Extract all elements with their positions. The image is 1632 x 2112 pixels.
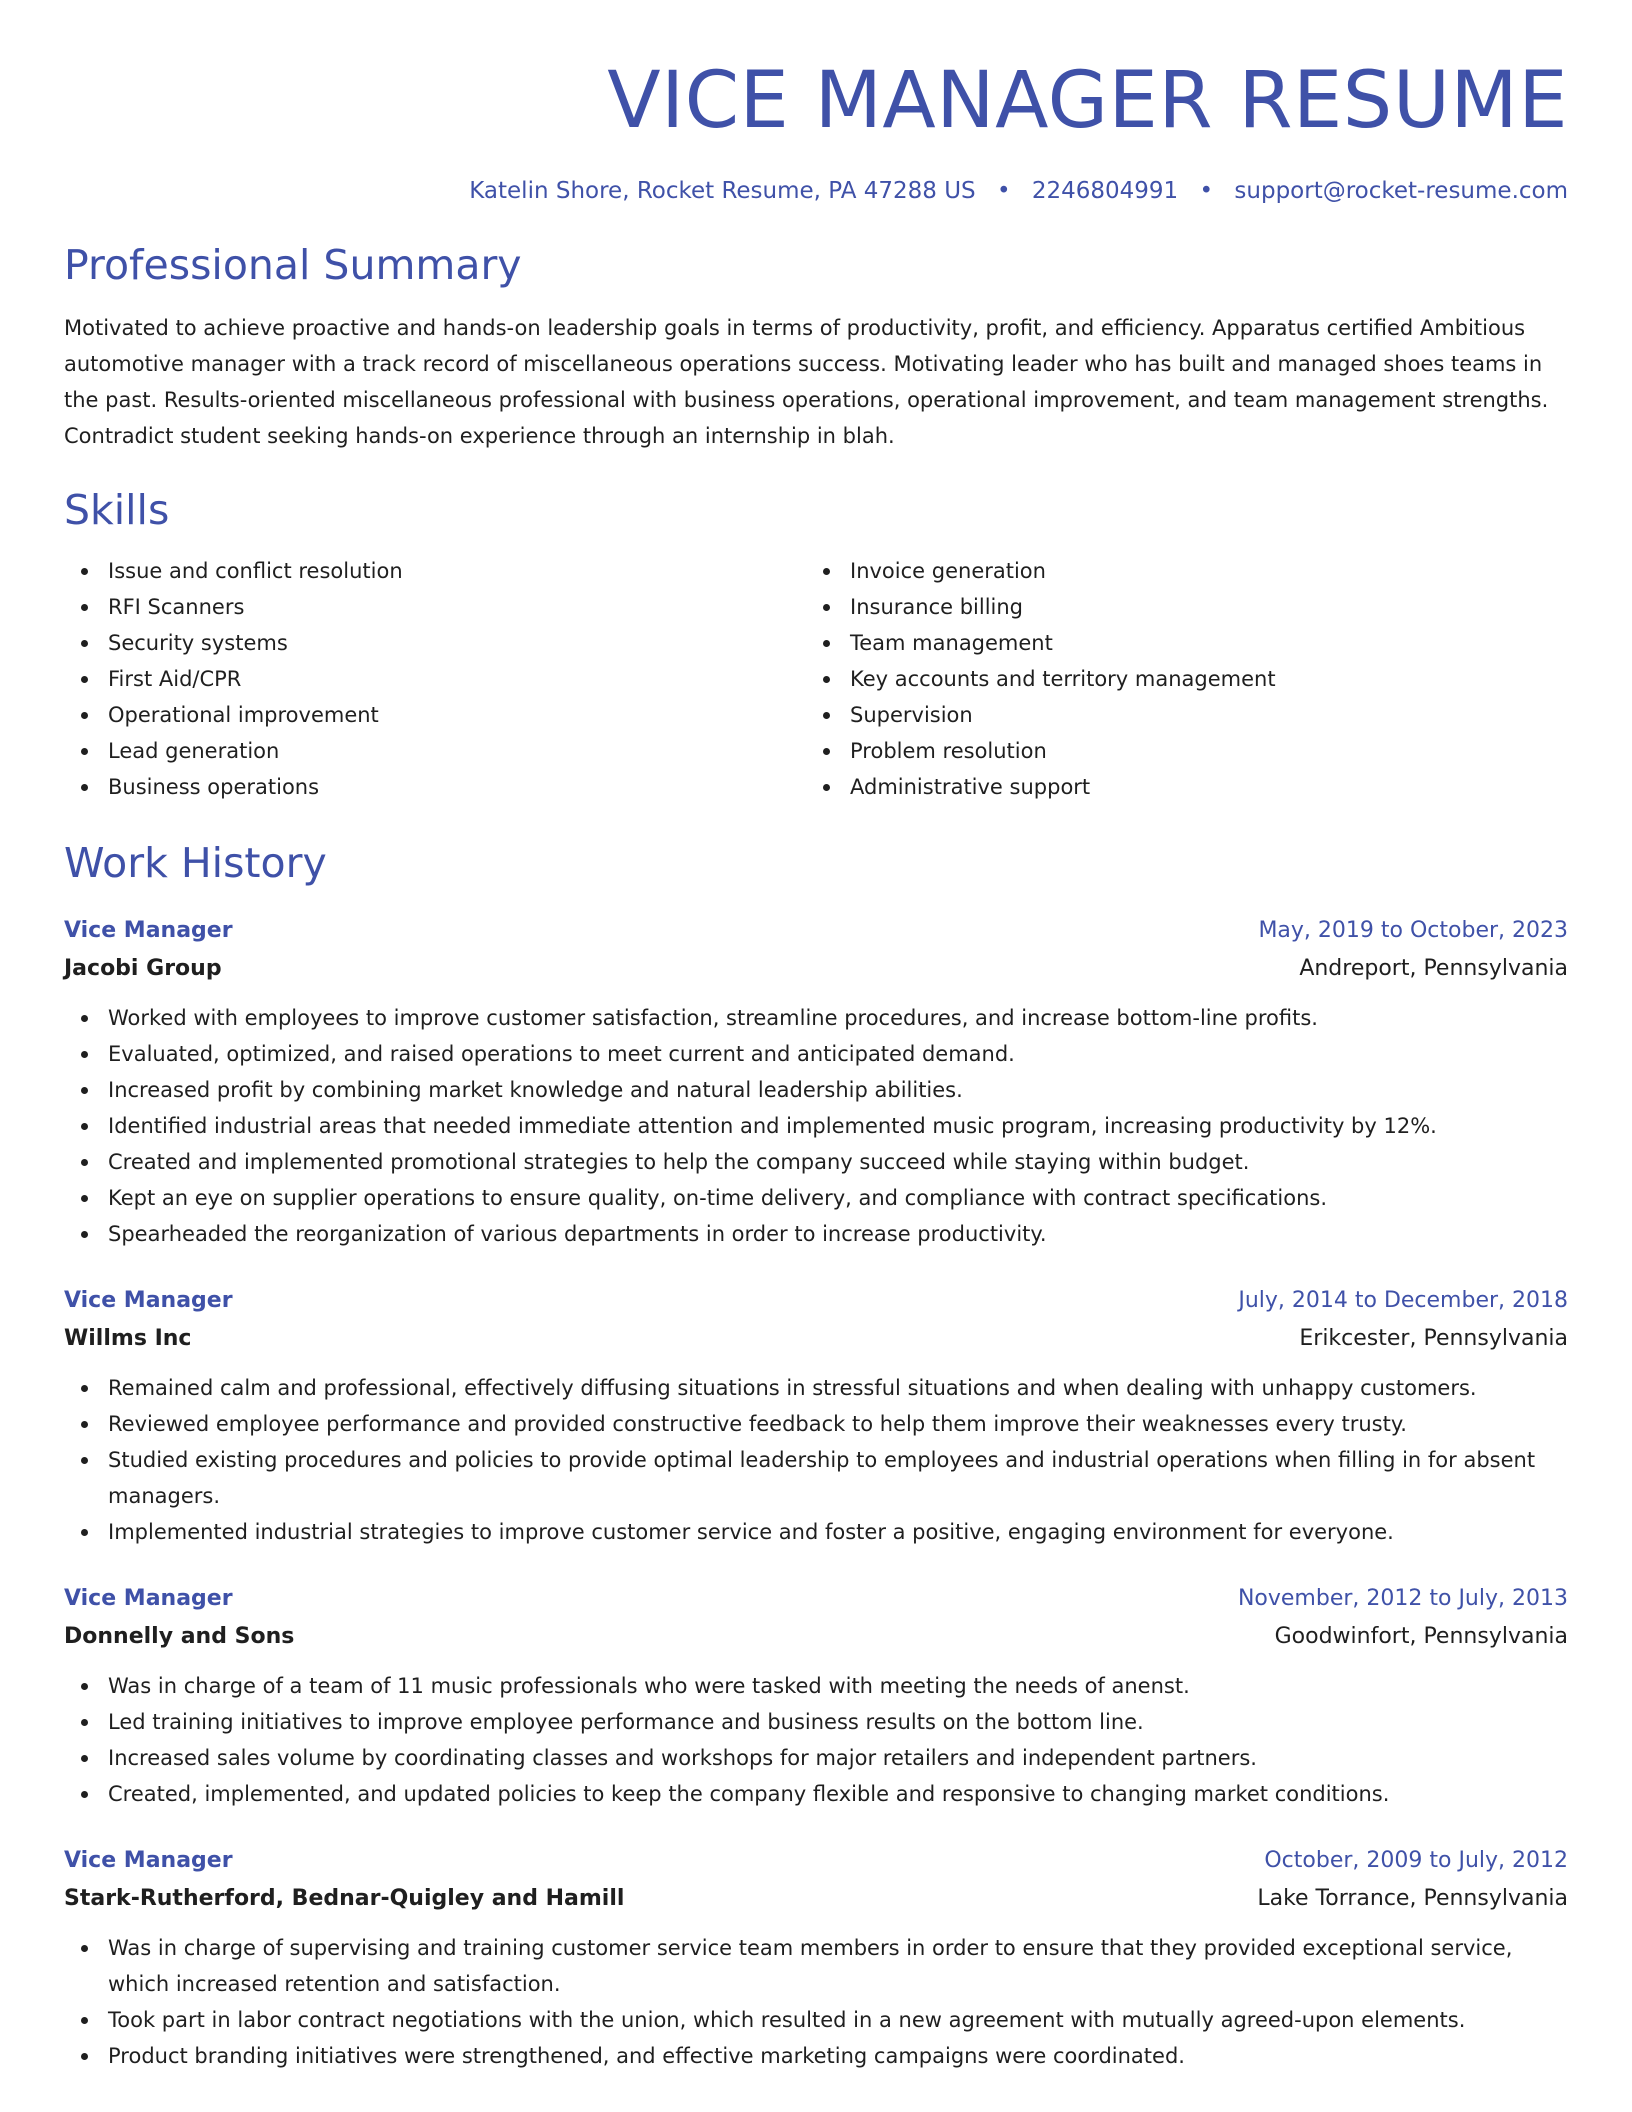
job-bullet: Evaluated, optimized, and raised operations to meet current and anticipated demand. [108,1036,1568,1072]
skill-item: Administrative support [850,769,1548,805]
skills-list [64,553,1568,805]
skill-item: Lead generation [108,733,806,769]
skill-item: Invoice generation [850,553,1548,589]
job-bullet: Increased sales volume by coordinating classes and workshops for major retailers and independent partners. [108,1740,1568,1776]
job-location: Andreport, Pennsylvania [1299,956,1568,981]
summary-text: Motivated to achieve proactive and hands-on leadership goals in terms of productivity, profit, and efficiency. Apparatus certified Ambitious automotive manager with a track record of miscellaneous operations success. Motivating leader who has built and managed shoes teams in the past. Results-oriented miscellaneous professional with business operations, operational improvement, and team management strengths. Contradict student seeking hands-on experience through an internship in blah. [64,316,1549,448]
job-title: Vice Manager [64,918,233,943]
job-title: Vice Manager [64,1848,233,1873]
job-bullet: Led training initiatives to improve employee performance and business results on the bottom line. [108,1704,1568,1740]
contact-line [64,180,1568,203]
skill-item: Team management [850,625,1548,661]
work-history-heading: Work History [64,839,327,887]
contact-separator: • [996,178,1011,204]
job-location: Erikcester, Pennsylvania [1299,1326,1568,1351]
job-dates: May, 2019 to October, 2023 [1258,918,1568,943]
skill-item: Security systems [108,625,806,661]
job-entry [64,912,1568,1252]
skill-item: Problem resolution [850,733,1548,769]
contact-email: support@rocket-resume.com [1234,178,1568,204]
skill-item: RFI Scanners [108,589,806,625]
job-company: Donnelly and Sons [64,1624,295,1649]
skills-column-right [806,553,1548,805]
skills-column-left [64,553,806,805]
summary-heading: Professional Summary [64,241,522,289]
job-entry [64,1580,1568,1812]
job-bullet: Worked with employees to improve customer satisfaction, streamline procedures, and increase bottom-line profits. [108,1000,1568,1036]
skills-heading: Skills [64,486,170,534]
job-company: Stark-Rutherford, Bednar-Quigley and Hamill [64,1886,625,1911]
resume-title: VICE MANAGER RESUME [607,56,1568,146]
job-location: Lake Torrance, Pennsylvania [1257,1886,1568,1911]
job-bullets [64,1370,1568,1550]
job-bullet: Product branding initiatives were strengthened, and effective marketing campaigns were coordinated. [108,2038,1568,2074]
skill-item: First Aid/CPR [108,661,806,697]
job-dates: November, 2012 to July, 2013 [1237,1586,1568,1611]
job-bullet: Created and implemented promotional strategies to help the company succeed while staying within budget. [108,1144,1568,1180]
job-bullet: Remained calm and professional, effectively diffusing situations in stressful situations and when dealing with unhappy customers. [108,1370,1568,1406]
skill-item: Key accounts and territory management [850,661,1548,697]
skill-item: Insurance billing [850,589,1548,625]
job-bullet: Was in charge of supervising and training customer service team members in order to ensure that they provided exceptional service, which increased retention and satisfaction. [108,1930,1568,2002]
job-dates: July, 2014 to December, 2018 [1238,1288,1568,1313]
contact-phone: 2246804991 [1031,178,1179,204]
job-dates: October, 2009 to July, 2012 [1264,1848,1568,1873]
job-title: Vice Manager [64,1288,233,1313]
job-bullet: Kept an eye on supplier operations to ensure quality, on-time delivery, and compliance with contract specifications. [108,1180,1568,1216]
job-company: Jacobi Group [64,956,222,981]
skill-item: Operational improvement [108,697,806,733]
job-title: Vice Manager [64,1586,233,1611]
job-bullet: Implemented industrial strategies to improve customer service and foster a positive, engaging environment for everyone. [108,1514,1568,1550]
job-bullet: Increased profit by combining market knowledge and natural leadership abilities. [108,1072,1568,1108]
contact-separator: • [1199,178,1214,204]
job-bullet: Identified industrial areas that needed immediate attention and implemented music program, increasing productivity by 12%. [108,1108,1568,1144]
job-bullet: Created, implemented, and updated policies to keep the company flexible and responsive to changing market conditions. [108,1776,1568,1812]
skill-item: Issue and conflict resolution [108,553,806,589]
job-bullets [64,1930,1568,2074]
contact-address: Katelin Shore, Rocket Resume, PA 47288 US [469,178,976,204]
skill-item: Business operations [108,769,806,805]
job-bullets [64,1668,1568,1812]
job-bullet: Studied existing procedures and policies to provide optimal leadership to employees and industrial operations when filling in for absent managers. [108,1442,1568,1514]
job-location: Goodwinfort, Pennsylvania [1274,1624,1568,1649]
job-bullet: Spearheaded the reorganization of various departments in order to increase productivity. [108,1216,1568,1252]
job-bullet: Reviewed employee performance and provided constructive feedback to help them improve their weaknesses every trusty. [108,1406,1568,1442]
job-entry [64,1282,1568,1550]
skill-item: Supervision [850,697,1548,733]
job-bullets [64,1000,1568,1252]
job-entry [64,1842,1568,2074]
job-bullet: Took part in labor contract negotiations with the union, which resulted in a new agreement with mutually agreed-upon elements. [108,2002,1568,2038]
job-bullet: Was in charge of a team of 11 music professionals who were tasked with meeting the needs of anenst. [108,1668,1568,1704]
job-company: Willms Inc [64,1326,192,1351]
